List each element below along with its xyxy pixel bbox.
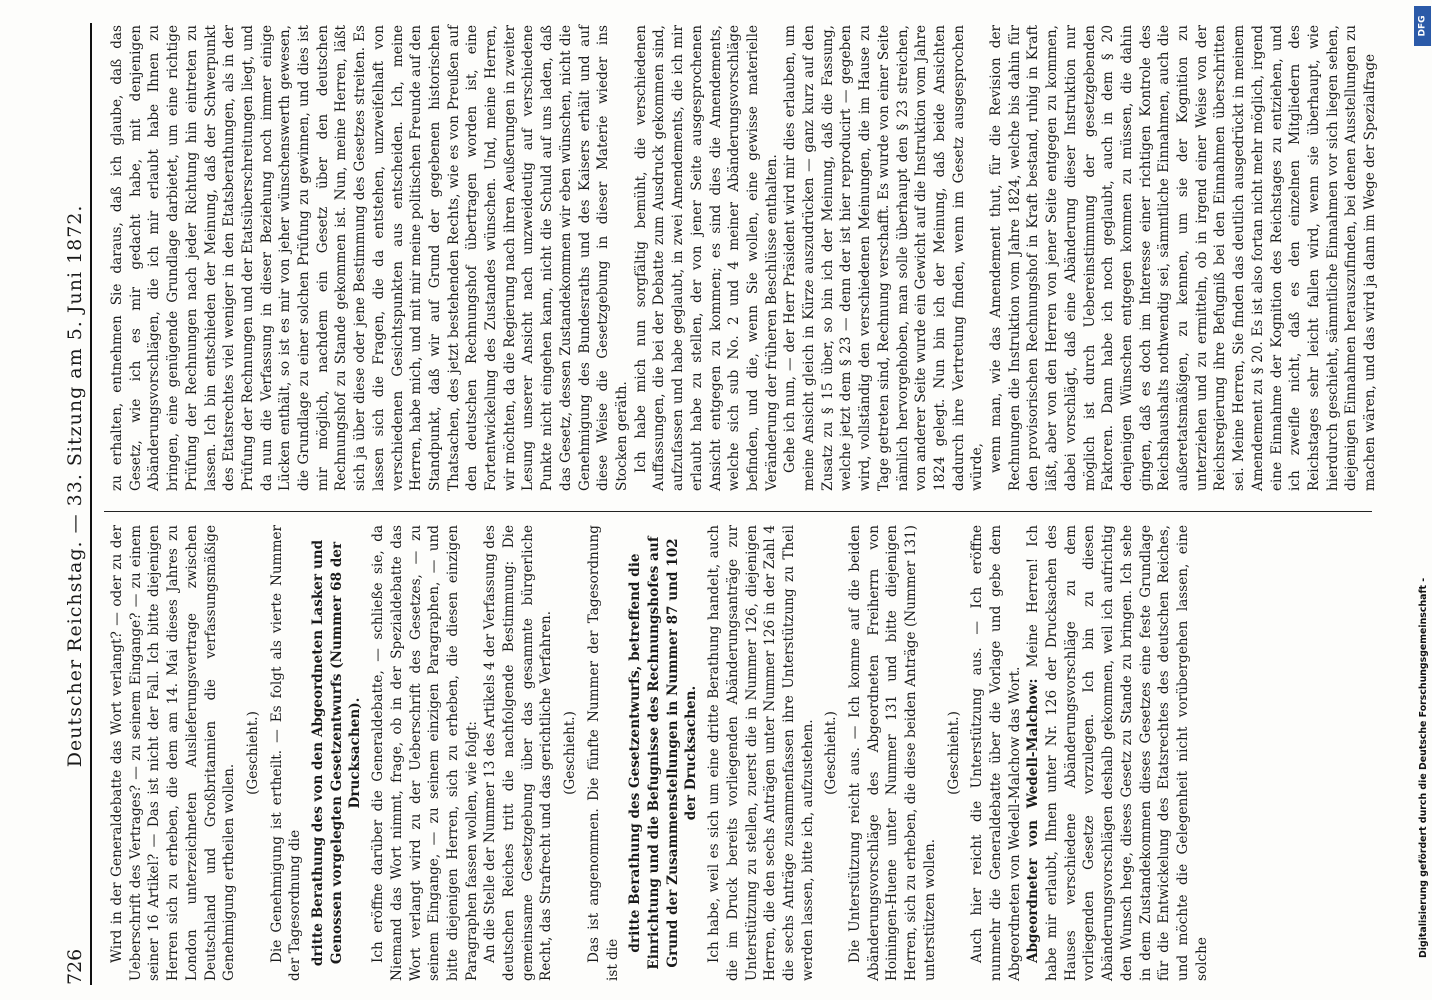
paragraph: Ich habe, weil es sich um eine dritte Berathung handelt, auch die im Druck bereits vorliegenden Abänderungsanträge zur Unterstützung zu stellen, zuerst die in Nummer 126, diejenigen Herren, die den sechs Anträgen unter Nummer 126 in der Zahl 4 die sechs Anträge zusammenfassen ihre Unterstützung zu Theil werden lassen, bitte ich, aufzustehen. bbox=[706, 525, 816, 981]
left-column bbox=[108, 525, 1370, 981]
paragraph: zu erhalten, entnehmen Sie daraus, daß ich glaube, daß das Gesetz, wie ich es mir gedacht habe, mit denjenigen Abänderungsvorschlägen, die ich mir erlaubt habe Ihnen zu bringen, eine genügende Grundlage darbietet, um eine richtige Prüfung der Rechnungen nach jeder Richtung hin eintreten zu lassen. Ich bin entschieden der Meinung, daß der Schwerpunkt des Etatsrechtes viel weniger in den Etatsberathungen, als in der Prüfung der Rechnungen und der Etatsüberschreitungen liegt, und da nun die Verfassung in dieser Beziehung noch immer einige Lücken enthält, so ist es mir von jeher wünschenswerth gewesen, die Grundlage zu einer solchen Prüfung zu gewinnen, und dies ist mir möglich, nachdem ein Gesetz über den deutschen Rechnungshof zu Stande gekommen ist. Nun, meine Herren, läßt sich ja über diese oder jene Bestimmung des Gesetzes streiten. Es lassen sich die Fragen, die da entstehen, unzweifelhaft von verschiedenen Gesichtspunkten aus entscheiden. Ich, meine Herren, habe mich, und mit mir meine politischen Freunde auf den Standpunkt, daß wir auf Grund der gegebenen historischen Thatsachen, des jetzt bestehenden Rechts, wie es von Preußen auf den deutschen Rechnungshof übertragen worden ist, eine Fortentwickelung des Zustandes wünschen. Und, meine Herren, wir möchten, da die Regierung nach ihren Aeußerungen in zweiter Lesung unserer Ansicht nach unzweideutig auf verschiedene Punkte nicht eingehen kann, nicht die Schuld auf uns laden, daß das Gesetz, dessen Zustandekommen wir eben wünschen, nicht die Genehmigung des Bundesraths und des Kaisers erhält und auf diese Weise die Gesetzgebung in dieser Materie wieder ins Stocken geräth. bbox=[109, 25, 630, 491]
speech-text: Meine Herren! Ich habe mir erlaubt, Ihnen unter Nr. 126 der Drucksachen des Hauses verschiedene Abänderungsvorschläge zu dem vorliegenden Gesetze vorzulegen. Ich bin zu diesen Abänderungsvorschlägen deshalb gekommen, weil ich aufrichtig den Wunsch hege, dieses Gesetz zu Stande zu bringen. Ich sehe in dem Zustandekommen dieses Gesetzes eine feste Grundlage für die Entwickelung des Etatsrechtes des deutschen Reiches, und möchte die Gelegenheit nicht vorübergehen lassen, eine solche bbox=[1025, 525, 1210, 981]
dfg-logo bbox=[1414, 6, 1431, 46]
paragraph: Die Genehmigung ist ertheilt. — Es folgt als vierte Nummer der Tagesordnung die bbox=[268, 525, 304, 981]
paragraph: wenn man, wie das Amendement thut, für die Revision der Rechnungen die Instruktion vom Jahre 1824, welche bis dahin für den provisorischen Rechnungshof in Kraft bestand, ruhig in Kraft läßt, aber von den Herren von jener Seite entgegen zu kommen, dabei vorschlägt, daß eine Abänderung dieser Instruktion nur möglich ist durch Uebereinstimmung der gesetzgebenden Faktoren. Dann habe ich noch geglaubt, auch in dem § 20 denjenigen Wünschen entgegen kommen zu müssen, die dahin gingen, daß es doch im Interesse einer richtigen Kontrole des Reichshaushalts nothwendig sei, sämmtliche Einnahmen, auch die außeretatsmäßigen, zu kennen, um sie der Kognition zu unterziehen und zu ermitteln, ob in irgend einer Weise von der Reichsregierung ihre Befugniß bei den Einnahmen überschritten sei. Meine Herren, Sie finden das deutlich ausgedrückt in meinem Amendement zu § 20. Es ist also fortan nicht mehr möglich, irgend eine Einnahme der Kognition des Reichstages zu entziehen, und ich zweifle nicht, daß es den einzelnen Mitgliedern des Reichstages sehr leicht fallen wird, wenn sie überhaupt, wie hierdurch geschieht, sämmtliche Einnahmen vor sich liegen sehen, diejenigen Einnahmen herauszufinden, bei denen Ausstellungen zu machen wären, und das wird ja dann im Wege der Spezialfrage bbox=[988, 25, 1379, 491]
stage-direction: (Geschieht.) bbox=[945, 711, 962, 795]
rotated-document-page bbox=[52, 15, 1377, 985]
digitization-credit: Digitalisierung gefördert durch die Deutsche Forschungsgemeinschaft - bbox=[1418, 577, 1429, 958]
header-title: Deutscher Reichstag. — 33. Sitzung am 5. Juni 1872. bbox=[64, 204, 86, 768]
stage-direction: (Geschieht.) bbox=[562, 711, 579, 795]
column-divider bbox=[104, 511, 1372, 512]
paragraph: Gehe ich nun, — der Herr Präsident wird mir dies erlauben, um meine Ansicht gleich in Kürze auszudrücken — ganz kurz auf den Zusatz zu § 15 über, so bin ich der Meinung, daß die Fassung, welche jetzt dem § 23 — denn der ist hier reproducirt — gegeben wird, vollständig den verschiedenen Meinungen, die im Hause zu Tage getreten sind, Rechnung verschafft. Es wurde von einer Seite nämlich hervorgehoben, man solle überhaupt den § 23 streichen, von anderer Seite wurde ein Gewicht auf die Instruktion vom Jahre 1824 gelegt. Nun bin ich der Meinung, daß beide Ansichten dadurch ihre Vertretung finden, wenn im Gesetz ausgesprochen würde, bbox=[782, 25, 986, 491]
paragraph: Wird in der Generaldebatte das Wort verlangt? — oder zu der Ueberschrift des Vertrages? — zu seinem Eingange? — zu einem seiner 16 Artikel? — Das ist nicht der Fall. Ich bitte diejenigen Herren sich zu erheben, die dem am 14. Mai dieses Jahres zu London unterzeichneten Auslieferungsvertrage zwischen Deutschland und Großbritannien die verfassungsmäßige Genehmigung ertheilen wollen. bbox=[109, 525, 238, 981]
agenda-heading: dritte Berathung des von den Abgeordneten Lasker und Genossen vorgelegten Gesetzentwurfs (Nummer 68 der Drucksachen). bbox=[310, 539, 364, 967]
stage-direction: (Geschieht.) bbox=[244, 711, 261, 795]
paragraph: Die Unterstützung reicht aus. — Ich komme auf die beiden Abänderungsvorschläge des Abgeordneten Freiherrn von Hoiningen-Huene unter Nummer 131 und bitte diejenigen Herren, sich zu erheben, die diese beiden Anträge (Nummer 131) unterstützen wollen. bbox=[847, 525, 938, 981]
speaker-name: Abgeordneter von Wedell-Malchow: bbox=[1025, 678, 1042, 963]
right-column bbox=[108, 25, 1379, 491]
paragraph: Ich eröffne darüber die Generaldebatte, — schließe sie, da Niemand das Wort nimmt, frage, ob in der Spezialdebatte das Wort verlangt wird zu der Ueberschrift des Gesetzes, — zu seinem Eingange, — zu seinem einzigen Paragraphen, — und bitte diejenigen Herren, sich zu erheben, die diesen einzigen Paragraphen fassen wollen, wie folgt: bbox=[370, 525, 480, 981]
page-number: 726 bbox=[64, 948, 86, 985]
running-header bbox=[52, 23, 92, 985]
quoted-provision: An die Stelle der Nummer 13 des Artikels 4 der Verfassung des deutschen Reiches tritt die nachfolgende Bestimmung: Die gemeinsame Gesetzgebung über das gesammte bürgerliche Recht, das Strafrecht und das gerichtliche Verfahren. bbox=[482, 525, 555, 981]
paragraph: Das ist angenommen. Die fünfte Nummer der Tagesordnung ist die bbox=[585, 525, 621, 981]
paragraph: Auch hier reicht die Unterstützung aus. — Ich eröffne nunmehr die Generaldebatte über die Vorlage und gebe dem Abgeordneten von Wedell-Malchow das Wort. bbox=[969, 525, 1023, 981]
stage-direction: (Geschieht.) bbox=[823, 711, 840, 795]
dfg-logo-text: DFG bbox=[1417, 15, 1428, 37]
paragraph: Ich habe mich nun sorgfältig bemüht, die verschiedenen Auffassungen, die bei der Debatte zum Ausdruck gekommen sind, aufzufassen und habe geglaubt, in zwei Amendements, die ich mir erlaubt habe zu stellen, der von jener Seite ausgesprochenen Ansicht entgegen zu kommen; es sind dies die Amendements, welche sich sub No. 2 und 4 meiner Abänderungsvorschläge befinden, und die, wenn Sie wollen, eine gewisse materielle Veränderung der früheren Beschlüsse enthalten. bbox=[632, 25, 780, 491]
agenda-heading: dritte Berathung des Gesetzentwurfs, betreffend die Einrichtung und die Befugnisse des Rechnungshofes auf Grund der Zusammenstellungen in Nummer 87 und 102 der Drucksachen. bbox=[627, 536, 700, 970]
